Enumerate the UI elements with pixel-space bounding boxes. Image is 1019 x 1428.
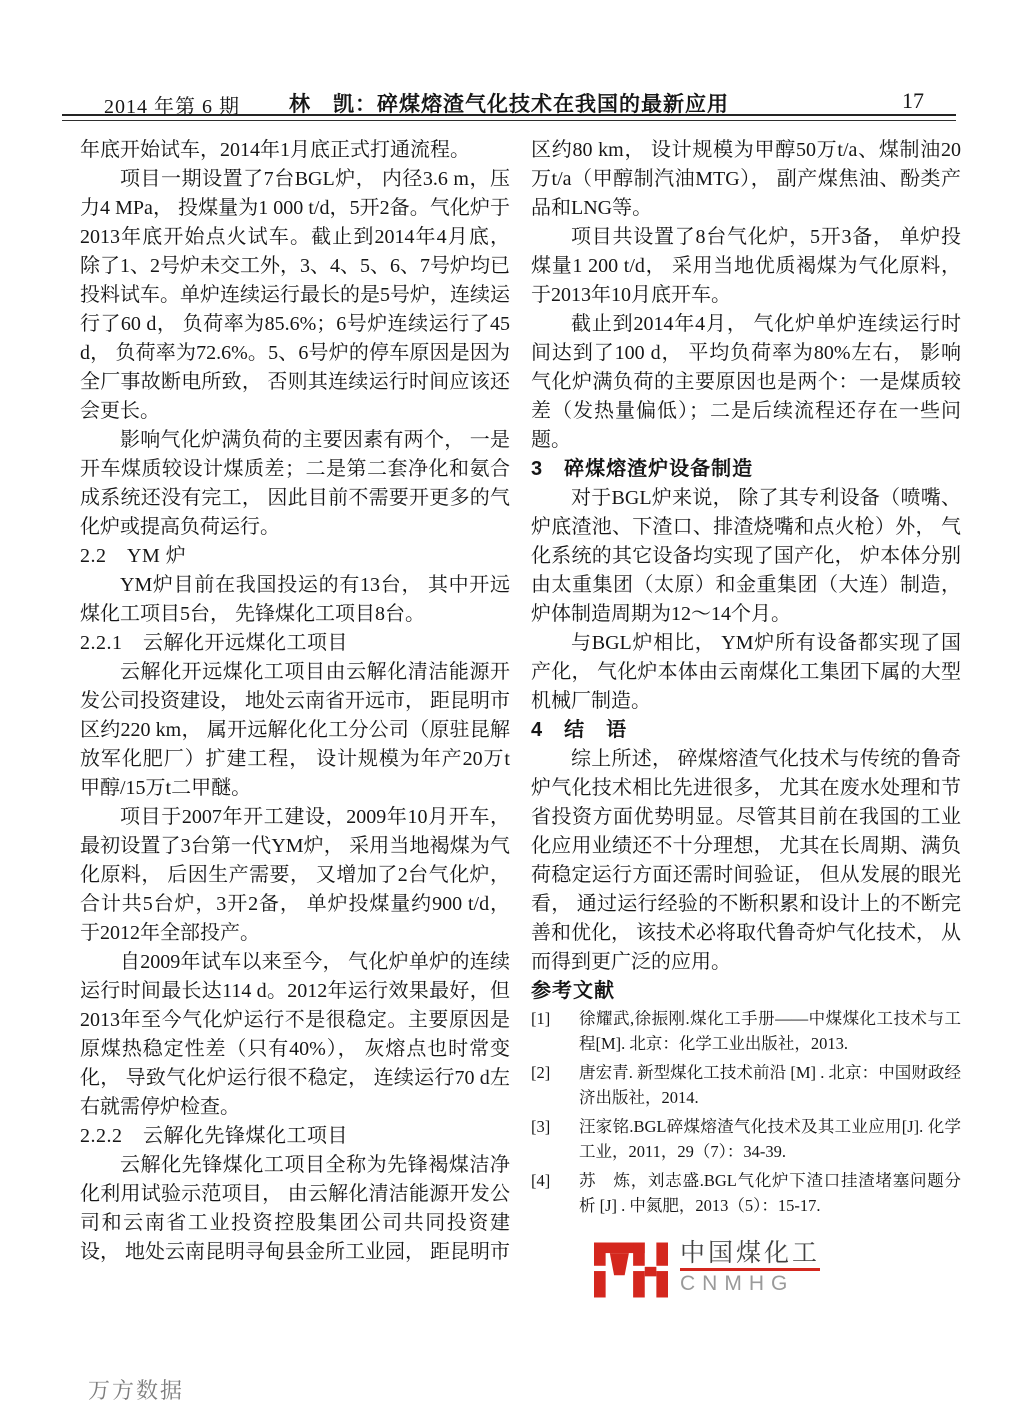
right-column <box>531 136 961 1222</box>
paragraph: 影响气化炉满负荷的主要因素有两个， 一是开车煤质较设计煤质差；二是第二套净化和氨合成系统还没有完工， 因此目前不需要开更多的气化炉或提高负荷运行。 <box>80 429 510 538</box>
section-heading-2-2-2: 2.2.2 云解化先锋煤化工项目 <box>80 1125 348 1147</box>
paragraph: 云解化先锋煤化工项目全称为先锋褐煤洁净化利用试验示范项目， 由云解化清洁能源开发公司和云南省工业投资控股集团公司共同投资建设， 地处云南昆明寻甸县金所工业园， 距昆明市 <box>80 1154 510 1263</box>
header-rule <box>62 114 956 121</box>
paragraph: 对于BGL炉来说， 除了其专利设备（喷嘴、炉底渣池、下渣口、排渣烧嘴和点火枪）外， 气化系统的其它设备均实现了国产化， 炉本体分别由太重集团（太原）和金重集团（大连）制造，炉体制造周期为12～14个月。 <box>531 487 961 625</box>
logo-text-en: CNMHG <box>680 1272 795 1295</box>
cnmhg-logo <box>594 1240 850 1308</box>
reference-text: 徐耀武,徐振刚.煤化工手册——中煤煤化工技术与工程[M]. 北京：化学工业出版社，2013. <box>579 1009 961 1053</box>
section-heading-4: 4 结 语 <box>531 719 628 741</box>
section-heading-3: 3 碎煤熔渣炉设备制造 <box>531 458 754 480</box>
article-running-title: 林 凯：碎煤熔渣气化技术在我国的最新应用 <box>289 92 729 116</box>
paragraph: 项目一期设置了7台BGL炉， 内径3.6 m，压力4 MPa， 投煤量为1 000 t/d，5开2备。气化炉于2013年底开始点火试车。截止到2014年4月底， 除了1、2号炉未交工外，3、4、5、6、7号炉均已投料试车。单炉连续运行最长的是5号炉，连续运行了60 d， 负荷率为85.6%；6号炉连续运行了45 d， 负荷率为72.6%。5、6号炉的停车原因是因为全厂事故断电所致， 否则其连续运行时间应该还会更长。 <box>80 168 510 422</box>
cnmhg-logo-icon <box>594 1242 668 1298</box>
section-heading-2-2: 2.2 YM 炉 <box>80 545 187 567</box>
reference-item <box>531 1060 961 1110</box>
reference-text: 唐宏青. 新型煤化工技术前沿 [M] . 北京：中国财政经济出版社，2014. <box>579 1063 961 1107</box>
section-heading-2-2-1: 2.2.1 云解化开远煤化工项目 <box>80 632 348 654</box>
paragraph: 综上所述， 碎煤熔渣气化技术与传统的鲁奇炉气化技术相比先进很多， 尤其在废水处理和节省投资方面优势明显。尽管其目前在我国的工业化应用业绩还不十分理想， 尤其在长周期、满负荷稳定运行方面还需时间验证， 但从发展的眼光看， 通过运行经验的不断积累和设计上的不断完善和优化， 该技术必将取代鲁奇炉气化技术， 从而得到更广泛的应用。 <box>531 748 961 973</box>
reference-text: 苏 炼，刘志盛.BGL气化炉下渣口挂渣堵塞问题分析 [J] . 中氮肥，2013（5）：15-17. <box>579 1171 961 1215</box>
paragraph: 项目于2007年开工建设，2009年10月开车，最初设置了3台第一代YM炉， 采用当地褐煤为气化原料， 后因生产需要， 又增加了2台气化炉，合计共5台炉，3开2备， 单炉投煤量约900 t/d，于2012年全部投产。 <box>80 806 510 944</box>
reference-label: [3] <box>531 1117 551 1136</box>
reference-label: [4] <box>531 1171 551 1190</box>
logo-text-cn: 中国煤化工 <box>680 1240 820 1271</box>
cnmhg-logo-wordmark <box>680 1240 820 1296</box>
reference-item <box>531 1168 961 1218</box>
paragraph: 项目共设置了8台气化炉，5开3备， 单炉投煤量1 200 t/d， 采用当地优质褐煤为气化原料，于2013年10月底开车。 <box>531 226 961 306</box>
reference-label: [2] <box>531 1063 551 1082</box>
reference-item <box>531 1006 961 1056</box>
page-header <box>62 88 956 116</box>
reference-text: 汪家铭.BGL碎煤熔渣气化技术及其工业应用[J]. 化学工业，2011，29（7）：34-39. <box>579 1117 961 1161</box>
paragraph: 截止到2014年4月， 气化炉单炉连续运行时间达到了100 d， 平均负荷率为80%左右， 影响气化炉满负荷的主要原因也是两个：一是煤质较差（发热量偏低）；二是后续流程还存在一些问题。 <box>531 313 961 451</box>
reference-label: [1] <box>531 1009 551 1028</box>
paragraph: 区约80 km， 设计规模为甲醇50万t/a、煤制油20万t/a（甲醇制汽油MTG）， 副产煤焦油、酚类产品和LNG等。 <box>531 139 961 219</box>
paragraph: 与BGL炉相比， YM炉所有设备都实现了国产化， 气化炉本体由云南煤化工集团下属的大型机械厂制造。 <box>531 632 961 712</box>
wanfang-watermark: 万方数据 <box>88 1378 185 1403</box>
paragraph: 自2009年试车以来至今， 气化炉单炉的连续运行时间最长达114 d。2012年运行效果最好，但2013年至今气化炉运行不是很稳定。主要原因是原煤热稳定性差（只有40%）， 灰熔点也时常变化， 导致气化炉运行很不稳定， 连续运行70 d左右就需停炉检查。 <box>80 951 510 1118</box>
journal-issue: 2014 年第 6 期 <box>104 96 240 118</box>
paragraph: 云解化开远煤化工项目由云解化清洁能源开发公司投资建设， 地处云南省开远市， 距昆明市区约220 km， 属开远解化化工分公司（原驻昆解放军化肥厂）扩建工程， 设计规模为年产20万t甲醇/15万t二甲醚。 <box>80 661 510 799</box>
paragraph: YM炉目前在我国投运的有13台， 其中开远煤化工项目5台， 先锋煤化工项目8台。 <box>80 574 510 625</box>
page-number: 17 <box>902 88 924 113</box>
references-list <box>531 1006 961 1218</box>
left-column <box>80 136 510 1267</box>
paragraph: 年底开始试车，2014年1月底正式打通流程。 <box>80 139 470 161</box>
reference-item <box>531 1114 961 1164</box>
references-heading: 参考文献 <box>531 980 615 1002</box>
